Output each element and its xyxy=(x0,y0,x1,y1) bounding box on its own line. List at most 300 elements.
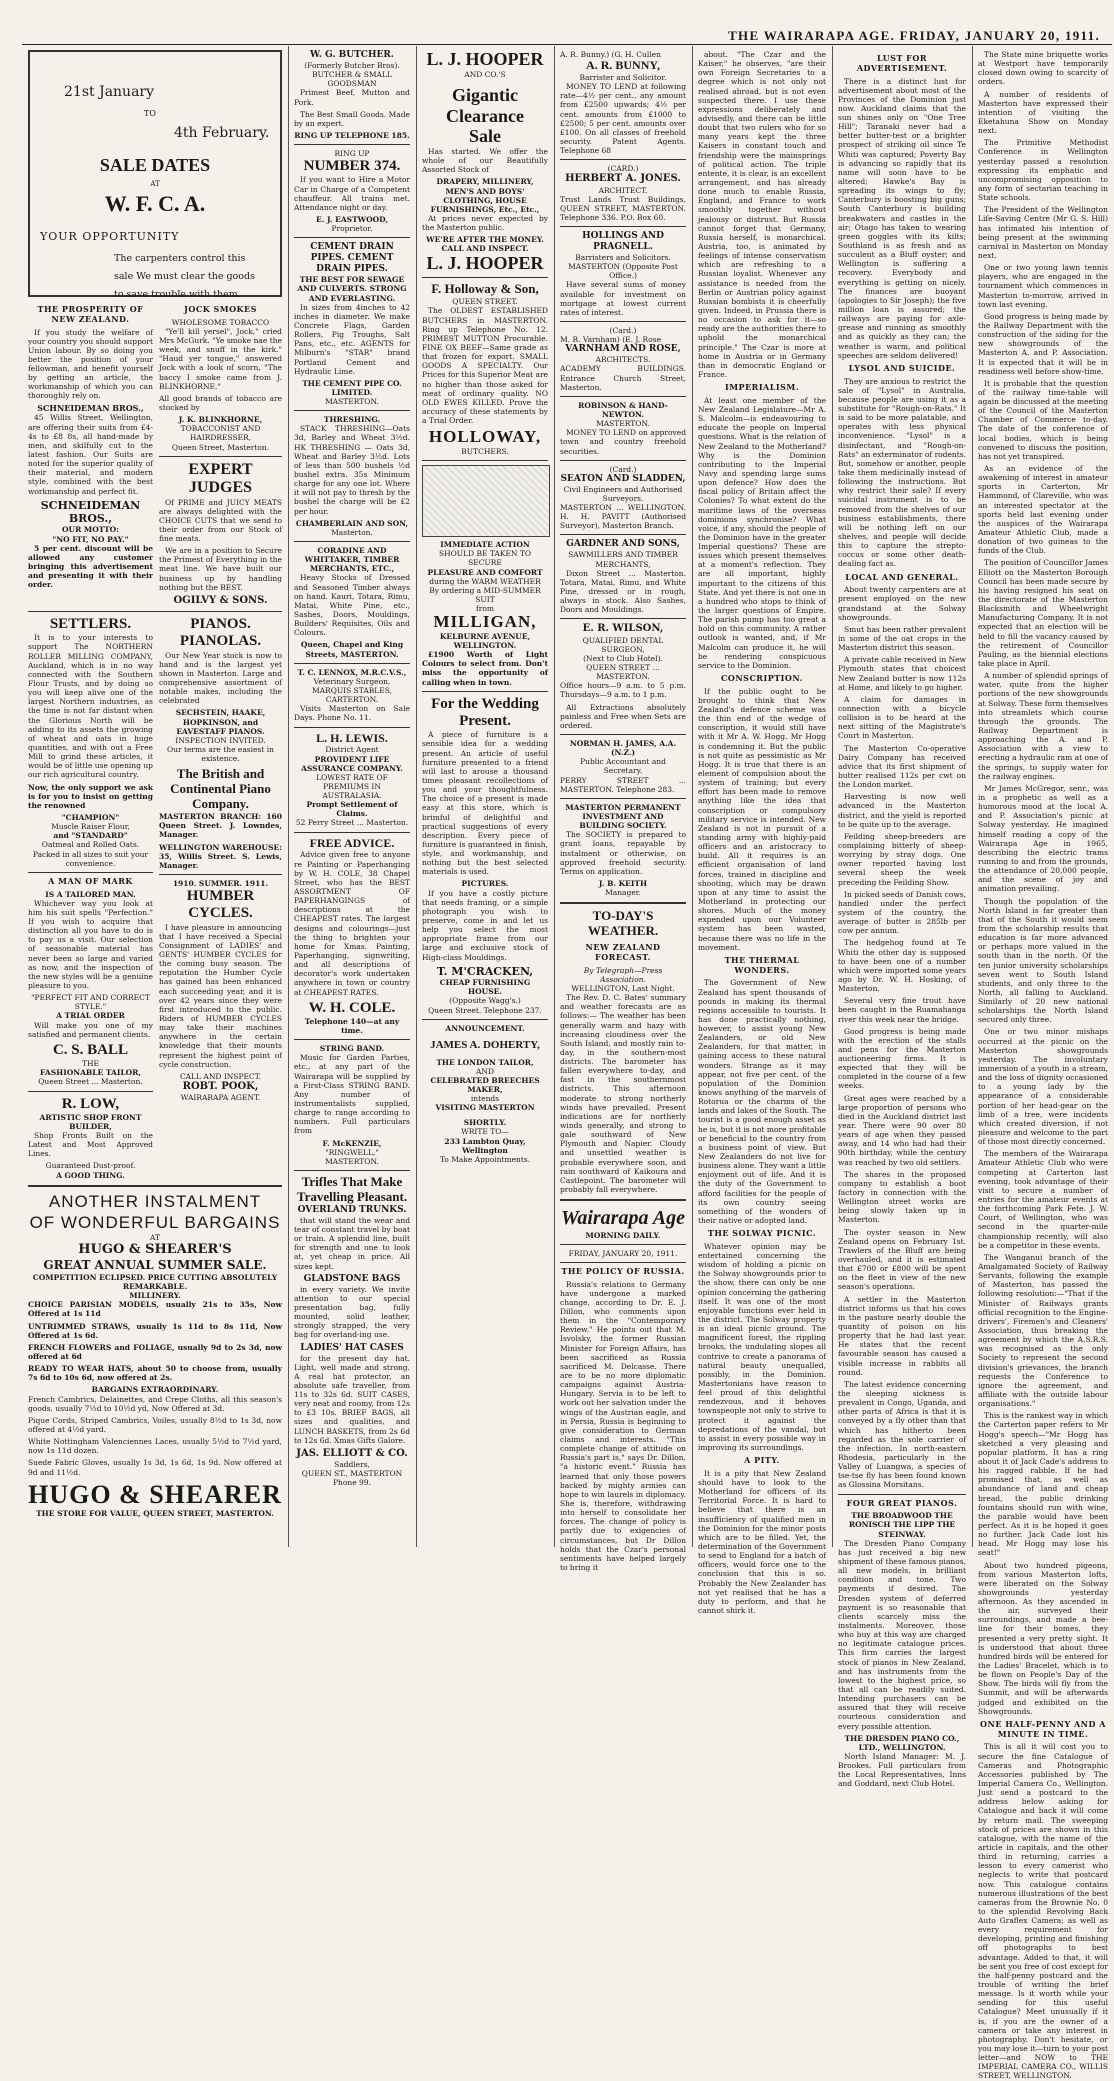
varnham-role: ARCHITECTS. xyxy=(595,355,651,365)
trunks-body: that will stand the wear and tear of constant travel by boat or train. A splendid line, built for strength and one to look at, yet cheap in price. All sizes kept. xyxy=(294,1215,410,1271)
holloway-name: F. Holloway & Son, xyxy=(431,281,539,297)
column-4 xyxy=(556,50,690,1572)
column-1 xyxy=(24,50,286,1547)
elliott-role: Saddlers, xyxy=(334,1460,370,1470)
low-body: Shop Fronts Built on the Latest and Most Approved Lines. xyxy=(28,1131,153,1159)
prosperity-heading: THE PROSPERITY OF NEW ZEALAND. xyxy=(37,304,144,324)
local-item: A private cable received in New Plymouth states that choicest New Zealand butter is now 112s at Home, and likely to go higher. xyxy=(838,655,966,692)
local-item: The hedgehog found at Te Whiti the other day is supposed to have been one of a number which were imported some years ago by Dr. W. H. Hosking, of Masterton. xyxy=(838,938,966,994)
butcher-sub: BUTCHER & SMALL GOODSMAN xyxy=(312,70,392,89)
robinson-body: MONEY TO LEND on approved town and country freehold securities. xyxy=(560,428,686,456)
hooper-body-2: At prices never expected by the Masterton public. xyxy=(422,213,548,233)
wilson-hours: Office hours—9 a.m. to 5 p.m. Thursdays—9 a.m. to 1 p.m. xyxy=(560,681,686,700)
clearance: Clearance xyxy=(446,105,524,126)
sale-dates-ad xyxy=(28,50,282,300)
column-divider xyxy=(832,46,833,1547)
bunny-body: MONEY TO LEND at following rate—4½ per cent., any amount from £2500 upwards; 4½ per cent. amounts from £1000 to £2500; 5 per cent. amounts over £100. On all classes of freehold security. Patent Agents. Telephone 68 xyxy=(560,82,686,156)
seaton-role: Civil Engineers and Authorised Surveyors. xyxy=(563,484,683,503)
column-5 xyxy=(694,50,830,1615)
pook-role: WAIRARAPA AGENT. xyxy=(180,1093,261,1103)
half-penny-heading: ONE HALF-PENNY AND A MINUTE IN TIME. xyxy=(980,1718,1106,1739)
news-item: Mr James McGregor, senr., was in a prophetic as well as a humorous mood at the local A. and P. Association's picnic at Solway yesterday. He imagined himself reading a copy of the Wairarapa Age in 1965, describing the electric trams running to and from the grounds, the attendance of 20,000 people, and the scene of joy and animation prevailing. xyxy=(978,783,1108,894)
news-item: The State mine briquette works at Westport have temporarily closed down owing to scarcity of orders. xyxy=(978,50,1108,87)
hugo-sale: GREAT ANNUAL SUMMER SALE. xyxy=(43,1258,267,1273)
pianos-heading: PIANOS. PIANOLAS. xyxy=(179,616,262,650)
free-advice-body: Advice given free to anyone re Painting or Paperhanging by W. H. COLE, 38 Chapel Street, who has the BEST ASSORTMENT OF PAPERHANGINGS of descriptions at the CHEAPEST rates. The largest designs and colourings—just the thing to brighten your home for Xmas. Painting, Paperhanging, signwriting, and all descriptions of decorator's work undertaken anywhere in town or country at CHEAPEST RATES. xyxy=(294,850,410,997)
pity-body: It is a pity that New Zealand should have to look to the Motherland for officers of its Territorial Force. It is hard to believe that there is an insufficiency of qualified men in the Dominion for the minor posts which are to be filled. Yet, the determination of the Government to send to England for a batch of officers, would force one to the conclusion that this is so. Probably the New Zealander has not yet realised that he has a duty to perform, and that he cannot shirk it. xyxy=(698,1468,826,1615)
local-item: Feilding sheep-breeders are complaining bitterly of sheep-worrying by stray dogs. One owner reported having lost several sheep the week preceding the Feilding Show. xyxy=(838,831,966,887)
lennox-name: T. C. LENNOX, M.R.C.V.S., xyxy=(297,667,407,677)
society-body: The SOCIETY is prepared to grant loans, repayable by instalment or otherwise, on approved freehold security. Terms on application. xyxy=(560,830,686,876)
intends: intends xyxy=(470,1094,500,1104)
write-to: WRITE TO— xyxy=(461,1127,509,1137)
standard-brand: and "STANDARD" xyxy=(53,831,128,841)
butcher-name: W. G. BUTCHER. xyxy=(310,50,394,60)
hat-cases-body: for the present day hat. Light, well made and strong. A real hat protector, an absolute safe traveller, from 11s to 32s 6d. SUIT CASES, very neat and roomy, from 12s to £3 10s. BRIEF BAGS, all sizes and qualities, and LUNCH BASKETS, from 2s 6d to 12s 6d. Xmas Gifts Galore. xyxy=(294,1353,411,1445)
settlers-ad xyxy=(28,616,153,1180)
news-item: The members of the Wairarapa Amateur Athletic Club who were competing at Carterton last evening, took advantage of their visit to secure a number of entries for the amateur events at the forthcoming Park Fete. J. W. Court, of Wellington, who was second in the quarter-mile championship recently, will also be a competitor in these events. xyxy=(978,1149,1108,1250)
pity-heading: A PITY. xyxy=(744,1455,780,1466)
hugo-big-name: HUGO & SHEARER xyxy=(28,1479,282,1509)
wfca-name: W. F. C. A. xyxy=(104,191,206,217)
hugo-name: HUGO & SHEARER'S xyxy=(78,1242,232,1258)
jones-role: ARCHITECT. xyxy=(598,185,648,195)
cole-name: W. H. COLE. xyxy=(308,999,396,1016)
doherty-address: 233 Lambton Quay, Wellington xyxy=(444,1136,526,1155)
ball-address: Queen Street ... Masterton. xyxy=(38,1077,143,1087)
four-pianos-heading: FOUR GREAT PIANOS. xyxy=(846,1497,958,1508)
butcher-prev: (Formerly Butcher Bros). xyxy=(304,60,400,70)
elliott-name: JAS. ELLIOTT & CO. xyxy=(296,1447,408,1459)
low-tagline: A GOOD THING. xyxy=(56,1170,125,1180)
mark-sub: IS A TAILORED MAN. xyxy=(45,889,136,899)
imperialism-heading: IMPERIALISM. xyxy=(724,382,800,393)
local-item: A settler in the Masterton district informs us that his cows in the pasture nearly double the quantity of poison on his property that he had last year. He states that the recent favourable season has caused a visible increase in rabbits all round. xyxy=(838,1294,966,1377)
lust-heading: LUST FOR ADVERTISEMENT. xyxy=(856,53,948,73)
threshing-body: STACK THRESHING—Oats 3d, Barley and Wheat 3½d. HK THRESHING — Oats 3d, Wheat and Barley 3½d. Lots of less than 500 bushels ½d bushel extra. 35s Minimum charge for any one lot. Where it will not pay to thresh by the bushel the charge will be £2 per hour. xyxy=(294,424,410,516)
column-divider xyxy=(692,46,693,1547)
wedding-heading: For the Wedding Present. xyxy=(431,695,539,729)
sale-opportunity: YOUR OPPORTUNITY xyxy=(40,230,180,244)
wilson-extractions: All Extractions absolutely painless and Free when Sets are ordered. xyxy=(560,702,686,730)
bargain-2: Pique Cords, Striped Cambrics, Voiles, usually 8½d to 1s 3d, now offered at 4½d yard. xyxy=(28,1415,282,1434)
motto-text: "NO FIT, NO PAY." xyxy=(52,534,129,544)
sale-at: AT xyxy=(150,179,160,188)
mccracken-address: Queen Street. Telephone 237. xyxy=(428,1005,542,1015)
hollings-address: MASTERTON (Opposite Post Office.) xyxy=(568,262,678,281)
sale-to: TO xyxy=(144,109,156,119)
ball-name: C. S. BALL xyxy=(52,1041,128,1058)
schneideman-name: SCHNEIDEMAN BROS., xyxy=(37,402,144,413)
bargain-4: Suede Fabric Gloves, usually 1s 3d, 1s 6d, 1s 9d. Now offered at 9d and 11½d. xyxy=(28,1458,282,1477)
lewis-name: L. H. LEWIS. xyxy=(316,730,388,745)
mark-quote: "PERFECT FIT AND CORRECT STYLE." xyxy=(31,993,150,1012)
coradine-heading: CORADINE AND WHITTAKER, TIMBER MERCHANTS, ETC., xyxy=(304,546,400,574)
dresden-name: THE DRESDEN PIANO CO., LTD., WELLINGTON. xyxy=(844,1733,960,1752)
local-item: In picked seeds of Danish cows, handled under the perfect system of the country, the average of butter is 285lb per cow per annum. xyxy=(838,889,966,936)
humber-call: CALL AND INSPECT. xyxy=(179,1071,262,1081)
local-item: The oyster season in New Zealand opens on February 1st. Trawlers of the Bluff are being overhauled, and it is estimated that £700 or £800 will be spent on the fleet in view of the new season's operations. xyxy=(838,1227,966,1292)
piano-terms: Our terms are the easiest in existence. xyxy=(167,745,274,764)
wedding-body: A piece of furniture is a sensible idea for a wedding present. An article of useful furniture presented to a friend will last to arouse a thousand times pleasant recollections of you and your thoughtfulness. The choice of a present is made easy at this store, which is brimful of delightful and practical suggestions of every description. Every piece of furniture is guaranteed in finish, style, and workmanship, and nothing but the best selected materials is used. xyxy=(422,730,548,877)
bunny-name: A. R. BUNNY, xyxy=(586,58,660,73)
doherty-name: JAMES A. DOHERTY, xyxy=(430,1038,540,1051)
news-item: A number of splendid springs of water, quite from the higher portions of the new showgrounds at Solway. These form themselves into streamlets which course through the grounds. The Railway Department is approaching the A. and P. Association with a view to erecting a hydraulic ram at one of the springs, to supply water for the railway engines. xyxy=(978,671,1108,781)
low-name: R. LOW, xyxy=(61,1095,120,1112)
mckenzie-house: "RINGWELL," xyxy=(325,1147,379,1157)
string-band-heading: STRING BAND. xyxy=(319,1044,385,1054)
lewis-role: District Agent xyxy=(325,745,379,755)
settlers-heading: SETTLERS. xyxy=(49,616,132,633)
lennox-role: Veterinary Surgeon, xyxy=(313,676,391,686)
immediate-action: IMMEDIATE ACTION xyxy=(440,540,530,550)
lysol-body: They are anxious to restrict the sale of "Lysol" in Australia, because people are using it as a substitute for "Rough-on-Rats." It is said to be more palatable, and operates with less physical inconvenience. "Lysol" is a disinfectant, and "Rough-on-Rats" an exterminator of rodents. But, somehow or another, people take them medicinally instead of following the instructions. But why restrict their sale? If every suicidal instrument is to be removed from the shelves of our business establishments, there will be nothing left on our shelves, and people will decide this to capture the strepto-coccus or some other death-dealing fact as. xyxy=(838,376,966,569)
motor-hire-body: If you want to Hire a Motor Car in Charge of a Competent chauffeur. All trains met. Attendance night or day. xyxy=(294,175,410,212)
news-item: It is probable that the question of the railway time-table will again be discussed at the meeting of the Council of the Masterton Chamber of Commerce to-day. The date of the conference of local bodies, which is being convened to discuss the position, has not yet transpired. xyxy=(978,378,1108,461)
millinery-heading: MILLINERY. xyxy=(129,1291,181,1301)
keith-name: J. B. KEITH xyxy=(598,879,648,888)
weather-heading: TO-DAY'S WEATHER. xyxy=(587,908,659,939)
prompt-settlement: Prompt Settlement of Claims. xyxy=(306,800,398,819)
holloway-sub: BUTCHERS. xyxy=(461,446,509,456)
ring-up: RING UP xyxy=(334,149,370,159)
wilson-role: QUALIFIED DENTAL SURGEON, xyxy=(582,635,664,654)
sale: Sale xyxy=(468,126,501,147)
imperialism-body: At least one member of the New Zealand Legislature—Mr A. S. Malcolm—is endeavouring to educate the people on Imperial questions. What is the relation of New Zealand to the Motherland? Why is the Dominion contributing to the Imperial Navy and spending large sums upon defence? How does the fiscal policy of Britain affect the Colonies? To what extent do the maritime laws of the overseas dominions synchronise? What voice, if any, should the people of the Dominion have in the greater Imperial questions? These are issues which present themselves at a moment's reflection. They are all important, highly important to the citizens of this State. And yet there is not one in a hundred who stops to think of the larger questions of Empire. The parish pump has too great a hold on this community. A rather outlook is wanted, and, if Mr Malcolm can produce it, he will be rendering conspicuous service to the Dominion. xyxy=(698,395,826,670)
hugo-at: AT xyxy=(149,1233,160,1243)
holloway-body: The OLDEST ESTABLISHED BUTCHERS in MASTERTON. Ring up Telephone No. 12. PRIMEST MUTTON Procurable. FINE OX BEEF—Same grade as that frozen for export. SMALL GOODS A SPECIALTY. Our Prices for this Superior Meat are no higher than those asked for meat of ordinary quality. NO OLD EWES KILLED. Prove the accuracy of these statements by a Trial Order. xyxy=(422,306,548,426)
lennox-address: MARQUIS STABLES, CARTERTON. xyxy=(311,686,393,705)
bags-body: in every variety. We invite attention to our special presentation bag, fully mounted, solid leather, strongly strapped, the very bag for overland-ing use. xyxy=(294,1284,410,1340)
butcher-body-2: The Best Small Goods. Made by an expert. xyxy=(294,109,410,128)
news-item: One or two minor mishaps occurred at the picnic on the Masterton showgrounds yesterday. The involuntary immersion of a youth in a stream, and the loss of dignity occasioned to a young lady by the appearance of a considerable portion of her head-gear on the limb of a tree, were incidents which created diversion, if not pleasure and welcome to the part of those most directly concerned. xyxy=(978,1027,1108,1147)
bags-heading: GLADSTONE BAGS xyxy=(303,1273,401,1284)
lewis-address: 52 Perry Street ... Masterton. xyxy=(295,818,409,828)
bargain-1: French Cambrics, Delainettes, and Crepe Cloths, all this season's goods, usually 7½d to 10½d yd, Now Offered at 3d. xyxy=(28,1394,282,1413)
humber-years: 1910. SUMMER. 1911. xyxy=(172,878,269,888)
jock-body: "Ye'll kill yersel", Jock," cried Mrs McGurk. "Ye smoke nae the week, and snuff in the kirk." "Haud yer tongue," answered Jock with a look of scorn, "The baccy I smoke came from J. BLINKHORNE." xyxy=(158,326,282,391)
chamberlain-town: Masterton. xyxy=(331,527,373,537)
humber-heading: HUMBER CYCLES. xyxy=(186,888,255,922)
half-penny-body: This is all it will cost you to secure the fine Catalogue of Cameras and Photographic Accessories published by The Imperial Camera Co., Wellington. Just send a postcard to the address below asking for Catalogue and back it will come by return mail. The sweeping stock of prices are shown in this catalogue, with the name of the article in capitals, and the other third in returning, carries a lesson to every camerist who neglects to write that postcard now. This catalogue contains numerous illustrations of the best cameras from the Brownie No. 0 to the splendid Revolving Back Auto Graflex Camera; as well as every requirement for developing, printing and finishing off photographs to best advantage. Added to that, it will be sent you free of cost except for the half-penny postcard and the trouble of writing the brief message. Is it worth while your sending for this useful Catalogue? Meet unusually if it is, if you are the owner of a camera or take any interest in photography. Don't hesitate, or you may lose it—turn to your post letter—and NOW to THE IMPERIAL CAMERA CO., WILLIS STREET, WELLINGTON. xyxy=(978,1742,1108,2081)
inspection-invited: INSPECTION INVITED. xyxy=(175,735,266,745)
premium-rate: LOWEST RATE OF PREMIUMS IN AUSTRALASIA. xyxy=(316,772,388,801)
keith-role: Manager. xyxy=(605,888,641,898)
news-item: About two hundred pigeons, from various Masterton lofts, were liberated on the Solway showgrounds yesterday afternoon. As they ascended in the air, surveyed their surroundings, and made a bee-line for their homes, they presented a very pretty sight. It is understood that about three hundred birds will be entered for the Ladies' Bracelet, which is to be flown on People's Day of the Show. The birds will fly from the Summit, and will be afterwards judged and exhibited on the Showgrounds. xyxy=(978,1560,1108,1716)
local-item: The latest evidence concerning the sleeping sickness is prevalent in Congo, Uganda, and other parts of Africa is that it is conveyed by a fly other than that which has hitherto been regarded as the sole carrier of the infection. In north-eastern Rhodesia, particularly in the Valley of Luangwa, a species of tse-tse fly has been found known as Glossina Morsitans. xyxy=(838,1379,966,1490)
pipes-sub: THE BEST FOR SEWAGE AND CULVERTS. STRONG AND EVERLASTING. xyxy=(297,275,407,303)
masterton-branch: MASTERTON BRANCH: 160 Queen Street. J. Lowndes, Manager. xyxy=(158,812,282,840)
doherty-and: AND xyxy=(476,1066,494,1076)
weather-body: The Rev. D. C. Bates' summary and weather forecasts are as follows:— The weather has been generally warm and hazy with increasing cloudiness over the South Island, and mostly rain to-day, in the southern-most districts. The barometer has fallen everywhere to-day, and fast in the southernmost districts. This afternoon moderate to strong northerly winds have prevailed. Present indications are for northerly winds generally, and strong to gale southward of New Plymouth and Napier. Cloudy and unsettled weather is probable everywhere soon, and rain southward of Kaikoura and Castlepoint. The barometer will probably fall everywhere. xyxy=(560,993,686,1195)
russia-heading: THE POLICY OF RUSSIA. xyxy=(561,1265,685,1276)
solway-heading: THE SOLWAY PICNIC. xyxy=(707,1228,817,1239)
wellington-warehouse: WELLINGTON WAREHOUSE: 35, Willis Street. S. Lewis, Manager. xyxy=(158,842,282,870)
cement-pipe-co: THE CEMENT PIPE CO. LIMITED. xyxy=(302,378,402,397)
free-advice-heading: FREE ADVICE. xyxy=(309,835,395,850)
lust-body: There is a distinct lust for advertisement about most of the Provinces of the Dominion just now. Auckland claims that the sun shines only on "One Tree Hill"; Taranaki never had a better butter-test or a brighter prospect of striking oil since Te Whiti was captured; Poverty Bay is advancing so rapidly that its name will soon have to be altered; Hawke's Bay is spreading its wings to fly; Canterbury is boosting big guns; South Canterbury is building breakwaters and castles in the air; Otago has taken to wearing green goggles with its kilts; Southland is as fresh and as succulent as a Bluff oyster; and Wellington is suffering a recovery. Everybody and everything is getting on nicely. The finances are buoyant (apologies to Sir Joseph); the five million loan is assured; the railways are paying for axle-grease and running as smoothly and as quickly as they can; the weather is warm, and political speeches are seldom delivered! xyxy=(838,76,966,360)
news-item: This is the rankest way in which the Carterton paper refers to Mr Hogg's speech—"Mr Hogg has sketched a very pleasing and popular platform. It has a ring about it of Jack Cade's address to his ragged rabble. If he had promised that, as well as abundance of land and cheap bread, the public drinking fountains should run with wine, the parable would have been perfect. As it is he hoped it goes no further. Jack Cade lost his head. Mr Hogg may lose his seat!" xyxy=(978,1411,1108,1558)
maker: MAKER, xyxy=(467,1084,503,1094)
news-item: The Primitive Methodist Conference in Wellington yesterday passed a resolution expressing its emphatic and uncompromising opposition to any form of sectarian teaching in State schools. xyxy=(978,138,1108,203)
hugo-shearer-ad xyxy=(28,1192,282,1519)
piano-makes: SECHSTEIN, HAAKE, HOPKINSON, and EAVESTAFF PIANOS. xyxy=(175,708,266,736)
millinery-2: UNTRIMMED STRAWS, usually 1s 11d to 8s 11d, Now Offered at 1s 6d. xyxy=(28,1321,282,1340)
hooper-co: AND CO.'S xyxy=(464,69,506,79)
russia-continued: about. "The Czar and the Kaiser," he observes, "are their own Foreign Secretaries to a degree which is not only not realised abroad, but is not even suspected there. I use these expressions deliberately and advisedly, and there can be little doubt that two rulers who for so many years kept the three Kaisers in constant touch and friendship were the mainsprings of political action. The triple entente, it is clear, is an excellent arrangement, and has already done much to enable Russia, England, and France to work smoothly together without jealousy or distrust. But Russia cannot forget that Germany, Russia herself, is monarchical. Austria, too, is animated by feelings of intense conservatism which are refreshing to a Russian loyalist. Whenever any assistance is needed from the Berlin or Austrian policy against Russian bombists it is cheerfully given. Indeed, in Prussia there is no occasion to ask for it—so ready are the authorities there to uphold the monarchical principle." The Czar is more at home in Austria or in Germany than in democratic England or France. xyxy=(698,50,826,379)
settlers-ask: Now, the only support we ask is for you to insist on getting the renowned xyxy=(28,782,153,810)
hugo-headline-2: OF WONDERFUL BARGAINS xyxy=(29,1212,281,1232)
prosperity-address: 45 Willis Street, Wellington, are offering their suits from £4-4s to £8 8s, all hand-made by men, and skilfully cut to the latest fashion. Our Suits are noted for the superior quality of their material, and modern style, combined with the best workmanship and perfect fit. xyxy=(28,413,153,496)
hooper-name: L. J. HOOPER xyxy=(426,49,544,69)
string-band-body: Music for Garden Parties, etc., at any part of the Wairarapa will be supplied by a First-Class STRING BAND. Any number of instrumentalists supplied, charge to range according to numbers. Full particulars from xyxy=(294,1053,410,1136)
cole-telephone: Telephone 140—at any time. xyxy=(304,1016,400,1036)
local-item: A claim for damages in connection with a bicycle collision is to be heard at the next sitting of the Magistrate's Court in Masterton. xyxy=(838,694,966,741)
low-sub: ARTISTIC SHOP FRONT BUILDER, xyxy=(39,1112,142,1131)
local-item: The Masterton Co-operative Dairy Company has received advice that its first shipment of butter realised 112s per cwt on the London market. xyxy=(838,743,966,790)
news-item: The President of the Wellington Life-Saving Centre (Mr G. S. Hill) has intimated his intention of being present at the swimming carnival in Masterton on Monday next. xyxy=(978,205,1108,260)
suit-illustration xyxy=(422,465,550,537)
pianos-body: Our New Year stock is now to hand and is the largest yet shown in Masterton. Large and comprehensive assortment of notable makes, including the celebrated xyxy=(158,650,282,706)
oatmeal-desc: Oatmeal and Rolled Oats. xyxy=(41,840,140,850)
column-3 xyxy=(418,50,552,1547)
news-item: Though the population of the North Island is far greater than that of the South it would seem from the scholarship results that education is far more advanced or perhaps more valued in the south than in the north. Of the ten junior university scholarships seven went to South Island students, and only three to the North, all falling to Auckland. Similarly of 20 new national scholarships the North Island secured only three. xyxy=(978,896,1108,1025)
hat-cases-heading: LADIES' HAT CASES xyxy=(300,1342,404,1353)
midsummer-suit: By ordering a MID-SUMMER SUIT xyxy=(429,585,541,604)
hollings-name: HOLLINGS AND PRAGNELL. xyxy=(582,231,664,253)
bunny-pre: A. R. Bunny.) (G. H. Cullen xyxy=(560,50,661,59)
milligan-from: from xyxy=(476,604,494,614)
news-item: The position of Councillor James Elliott on the Masterton Borough Council has been made secure by his having resigned his seat on the directorate of the Masterton Blacksmith and Wheelwright Manufacturing Company. It is not expected that an election will be held to fill the vacancy caused by the retirement of Councillor Pauling, as the biennial elections take place in April. xyxy=(978,558,1108,668)
morning-daily: MORNING DAILY. xyxy=(585,1230,661,1240)
trial-body: Will make you one of my satisfied and permanent clients. xyxy=(28,1020,153,1039)
hollings-body: Have several sums of money available for investment on mortgage at lowest current rates of interest. xyxy=(560,280,686,317)
varnham-card: (Card.) xyxy=(609,326,637,336)
masthead: THE WAIRARAPA AGE. FRIDAY, JANUARY 20, 1911. xyxy=(728,28,1100,43)
mark-heading: A MAN OF MARK xyxy=(48,875,133,886)
norman-role: Public Accountant and Secretary. xyxy=(580,757,666,776)
local-item: Smut has been rather prevalent in some of the oat crops in the Masterton district this season. xyxy=(838,624,966,653)
holloway-large: HOLLOWAY, xyxy=(428,427,542,447)
pipes-heading: CEMENT DRAIN PIPES. CEMENT DRAIN PIPES. xyxy=(310,242,394,275)
mark-body: Whichever way you look at him his suit spells "Perfection." If you wish to acquire that distinction all you have to do is to pay us a visit. Our selection of seasonable material has never been so large and varied as now, and the inspection of the new styles will be a genuine pleasure to you. xyxy=(28,898,153,991)
millinery-1: CHOICE PARISIAN MODELS, usually 21s to 35s, Now Offered at 1s 11d xyxy=(28,1300,282,1319)
british-continental-heading: The British and Continental Piano Company. xyxy=(170,766,271,812)
provident-co: PROVIDENT LIFE ASSURANCE COMPANY. xyxy=(301,754,403,773)
coradine-address: Queen, Chapel and King Streets, MASTERTON. xyxy=(300,640,404,659)
local-item: Good progress is being made with the erection of the stalls and pens for the Masterton auctioneering firms. It is expected that they will be completed in the course of a few weeks. xyxy=(838,1026,966,1091)
holloway-street: QUEEN STREET. xyxy=(452,297,518,307)
news-item: As an evidence of the awakening of interest in amateur sports in Carterton, Mr Hammond, of Clareville, who was an interested spectator at the sports held last evening under the auspices of the Wairarapa Amateur Athletic Club, made a donation of two guineas to the funds of the Club. xyxy=(978,464,1108,556)
ball-the: THE xyxy=(81,1059,99,1069)
hugo-headline-1: ANOTHER INSTALMENT xyxy=(48,1191,262,1211)
wairarapa-age-nameplate: Wairarapa Age xyxy=(561,1207,685,1230)
news-item: One or two young lawn tennis players, who are engaged in the tournament which commences in Masterton to-morrow, arrived in town last evening. xyxy=(978,263,1108,309)
local-item: The shares in the proposed company to establish a boot factory in connection with the Wellington street works are being slowly taken up in Masterton. xyxy=(838,1169,966,1225)
milligan-name: MILLIGAN, xyxy=(433,612,537,632)
packed-note: Packed in all sizes to suit your convenience. xyxy=(32,849,149,868)
champion-brand: "CHAMPION" xyxy=(61,813,120,823)
local-general-heading: LOCAL AND GENERAL. xyxy=(845,571,959,582)
column-6 xyxy=(834,50,970,1789)
solway-body: Whatever opinion may be entertained concerning the wisdom of holding a picnic on the Solway showgrounds prior to the show, there can only be one opinion concerning the gathering itself. It was one of the most enjoyable functions ever held in the district. The Solway property is an ideal picnic ground. The magnificent forest, the rippling brooks, the undulating slopes all contrive to create a panorama of natural beauty unequalled, possibly, in the Dominion. Mastertonians have reason to feel proud of this delightful rendezvous, and it behoves townspeople not only to strive to protect it against the depredations of the vandal, but to assist in every possible way in improving its surroundings. xyxy=(698,1241,826,1452)
norman-name: NORMAN H. JAMES, A.A. (N.Z.) xyxy=(569,739,677,758)
expert-judges-heading: EXPERT JUDGES xyxy=(188,460,253,497)
prosperity-body: If you study the welfare of your country you should support Union labour. By so doing you better the position of your fellowman, and benefit yourself by getting an article, the workmanship of which you can thoroughly rely on. xyxy=(28,327,153,401)
breeches: CELEBRATED BREECHES xyxy=(430,1075,540,1085)
varnham-pre: M. R. Varnham) (E. J. Rose xyxy=(560,335,662,345)
weather-dateline: WELLINGTON, Last Night. xyxy=(571,983,675,993)
varnham-address: ACADEMY BUILDINGS. Entrance Church Street, Masterton. xyxy=(560,364,686,392)
column-2 xyxy=(290,50,414,1547)
hooper-body: Has started. We offer the whole of our Beautifully Assorted Stock of xyxy=(422,147,548,175)
lennox-visits: Visits Masterton on Sale Days. Phone No. 11. xyxy=(294,704,410,723)
jock-sub: WHOLESOME TOBACCO xyxy=(171,317,270,327)
millinery-4: READY TO WEAR HATS, about 50 to choose from, usually 7s 6d to 10s 6d, now offered at 2s. xyxy=(28,1364,282,1383)
mccracken-sub: CHEAP FURNISHING HOUSE. xyxy=(439,978,531,997)
column-divider xyxy=(972,46,973,1547)
gardner-body: Dixon Street ... Masterton. Totara, Matai, Rimu, and White Pine, dressed or in rough, always in stock. Also Sashes, Doors and Mouldings. xyxy=(560,568,686,615)
warm-weather: during the WARM WEATHER xyxy=(429,576,541,586)
news-item: A number of residents of Masterton have expressed their intention of visiting the Eketahuna Show on Monday next. xyxy=(978,89,1108,136)
news-item: The Wanganui branch of the Amalgamated Society of Railway Servants, following the example of Masterton, has passed the following resolution:—"That if the Minister of Railways grants official recognition to the Engine-drivers', Firemen's and Cleaners' Association, thus breaking the agreement by which the A.S.R.S. was recognised as the only Society to represent the second division's grievances, the branch requests the Conference to ignore the agreement, and affiliate with the outside labour organisations." xyxy=(978,1252,1108,1409)
expert-body: Of PRIME and JUICY MEATS are always delighted with the CHOICE CUTS that we send to their order from our Stock of fine meats. xyxy=(158,497,282,544)
gardner-name: GARDNER AND SONS, xyxy=(566,539,680,550)
shortly: SHORTLY. xyxy=(463,1118,507,1128)
blinkhorne-role: TOBACCONIST AND HAIRDRESSER, xyxy=(180,424,261,443)
seaton-name: SEATON AND SLADDEN, xyxy=(560,473,686,484)
wilson-name: E. R. WILSON, xyxy=(582,623,664,635)
jock-stock: All good brands of tobacco are stocked by xyxy=(158,393,282,413)
mccracken-opposite: (Opposite Wagg's.) xyxy=(449,996,521,1006)
visiting-masterton: VISITING MASTERTON xyxy=(435,1103,535,1113)
milligan-address: KELBURNE AVENUE, WELLINGTON. xyxy=(439,631,531,651)
trunks-heading: OVERLAND TRUNKS. xyxy=(297,1204,407,1215)
pook-name: ROBT. POOK, xyxy=(182,1080,259,1092)
robinson-town: MASTERTON. xyxy=(596,419,650,429)
low-guarantee: Guaranteed Dust-proof. xyxy=(45,1161,136,1171)
ogilvy-name: OGILVY & SONS. xyxy=(173,594,268,606)
prosperity-ad xyxy=(28,301,153,607)
hooper-lines: DRAPERY, MILLINERY, MEN'S AND BOYS' CLOTHING, HOUSE FURNISHINGS, Etc., Etc., xyxy=(430,177,540,214)
announcement-heading: ANNOUNCEMENT. xyxy=(445,1023,525,1033)
hooper-name-large: L. J. HOOPER xyxy=(426,252,544,273)
wilson-address: QUEEN STREET ... MASTERTON. xyxy=(586,663,660,682)
millinery-3: FRENCH FLOWERS and FOLIAGE, usually 9d to 2s 3d, now offered at 6d xyxy=(28,1342,282,1361)
threshing-heading: THRESHING. xyxy=(323,415,381,425)
jones-card: (CARD.) xyxy=(607,164,639,174)
norman-address: PERRY STREET ... MASTERTON. Telephone 283. xyxy=(560,775,686,794)
pipes-body: In sizes from 4inches to 42 inches in diameter. We make Concrete Flags, Garden Rollers, Pig Troughs, Salt Pans, etc., etc. AGENTS for Milburn's "STAR" brand Portland Cement and Hydraulic Lime. xyxy=(294,302,410,376)
conscription-body: If the public ought to be brought to think that New Zealand's defence scheme was the thin end of the wedge of conscription, it would still have with it Mr A. W. Hogg. Mr Hogg is condemning it. But the public is not quite as pessimistic as Mr Hogg. It is true that there is an element of compulsion about the system of training; but every effort has been made to remove anything like the idea that conscription or compulsory military service is intended. New Zealand is not in pursuit of a standing army with highly-paid officers and an aristocracy to build. All it requires is an efficient organisation of land forces, trained in discipline and shooting, which may be drawn upon at any time to assist the Motherland in protecting our shores. Much of the money expended upon our Volunteer system has been wasted, because there was no life in the movement. xyxy=(698,686,826,952)
dresden-manager: North Island Manager: M. J. Brookes. Full particulars from the Local Representatives, Inns and Goddard, next Club Hotel. xyxy=(838,1751,966,1789)
thermal-body: The Government of New Zealand has spent thousands of pounds in making its thermal regions accessible to tourists. It has done practically nothing, however, to assist young New Zealanders, or old New Zealanders, for that matter, in gaining access to these natural wonders. Strange as it may appear, not five per cent. of the population of the Dominion knows anything of the marvels of Rotorua or the charms of the lands and lakes of the South. The tourist is a good enough asset as he is, but it is not more profitable or beneficial to the country from a business point of view. But New Zealanders do not live for business alone. They want a little enjoyment out of life. And it is the duty of the Government to afford facilities for the people of its own country seeing something of the wonders of their native or adopted land. xyxy=(698,978,826,1226)
butcher-body: Primest Beef, Mutton and Pork. xyxy=(294,88,410,107)
editorial-date: FRIDAY, JANUARY 20, 1911. xyxy=(568,1248,678,1258)
jock-heading: JOCK SMOKES xyxy=(184,304,257,314)
trial-heading: A TRIAL ORDER xyxy=(56,1011,125,1021)
column-divider xyxy=(554,46,555,1547)
conscription-heading: CONSCRIPTION. xyxy=(721,673,803,684)
dresden-body: The Dresden Piano Company has just received a big new shipment of these famous pianos, all new models, in brilliant condition and tone. Two payments if desired. The Dresden system of deferred payment is so reasonable that clients scarcely miss the instalments. Moreover, those who buy at this way are charged no legitimate catalogue prices. This firm carries the largest stock of pianos in New Zealand, and has instruments from the lowest to the highest price, so that all can be readily suited. Intending purchasers can be assured that they will receive courteous consideration and every possible attention. xyxy=(838,1538,966,1731)
milligan-secure: SHOULD BE TAKEN TO SECURE xyxy=(438,549,532,568)
sale-note: The carpenters control this sale We must clear the goods to save trouble with them. xyxy=(114,252,255,300)
eastwood-name: E. J. EASTWOOD, xyxy=(316,215,388,225)
coradine-body: Heavy Stocks of Dressed and Seasoned Timber always on hand. Kauri, Totara, Rimu, Matai, White Pine, etc., Sashes, Doors, Mouldings, Builders' Requisites, Oils and Colours. xyxy=(294,573,410,638)
number-374: NUMBER 374. xyxy=(303,158,401,175)
local-item: About twenty carpenters are at present employed on the new grandstand at the Solway showgrounds. xyxy=(838,585,966,622)
settlers-body: It is to your interests to support The NORTHERN ROLLER MILLING COMPANY, Auckland, which is in no way connected with the Southern Flour Trusts, and by doing so you will keep alive one of the largest Northern industries, as the time is not far distant when the Glorious North will be adding to its assets the growing of wheat and oats in huge quantities, and with out a Free Mill to grind these articles, it would be of little use opening up our rich agricultural country. xyxy=(28,633,153,780)
pipes-town: MASTERTON. xyxy=(325,397,379,407)
masthead-rule xyxy=(22,44,1112,45)
piano-makes-row: THE BROADWOOD THE RONISCH THE LIPP THE STEINWAY. xyxy=(848,1511,956,1539)
elliott-address: QUEEN ST., MASTERTON xyxy=(301,1469,403,1479)
column-divider xyxy=(416,46,417,1547)
forecast-sub: NEW ZEALAND FORECAST. xyxy=(585,942,661,962)
jones-address: Trust Lands Trust Buildings, QUEEN STREET, MASTERTON. Telephone 336. P.O. Box 60. xyxy=(560,194,686,222)
jock-ad xyxy=(159,301,282,607)
jones-name: HERBERT A. JONES. xyxy=(565,173,681,185)
milligan-body: £1900 Worth of Light Colours to select from. Don't miss the opportunity of calling when in town. xyxy=(422,650,548,687)
hooper-call: CALL AND INSPECT. xyxy=(441,244,529,254)
doherty-appointments: To Make Appointments. xyxy=(439,1154,531,1164)
seaton-card: (Card.) xyxy=(609,464,637,474)
hooper-after: WE'RE AFTER THE MONEY. xyxy=(426,235,544,245)
trifles-heading: Trifles That Make Travelling Pleasant. xyxy=(296,1174,408,1204)
russia-body: Russia's relations to Germany have undergone a marked change, according to Dr. E. J. Dillon, who comments upon them in the "Contemporary Review." He points out that M. Isvolsky, the former Russian Minister for Foreign Affairs, has been sacrificed as Russia sacrificed M. Delcasse. There are to be no more diplomatic campaigns against Austria-Hungary. Servia is to be left to work out her salvation under the wings of the Austrian eagle, and in Persia, Russia is beginning to give consideration to German claims and interests. "This complete change of attitude on Russia's part is," says Dr. Dillon, "a historic event." Russia has learned that only those powers backed by mighty armies can hope to win laurels in diplomacy. She is, therefore, withdrawing into herself to consolidate her forces. The change of policy is partly due to exigencies of circumstances, but Dr Dillon holds that the Czar's personal sentiments have helped largely to bring it xyxy=(560,1279,686,1572)
column-7 xyxy=(974,50,1112,2081)
bargain-3: White Nottingham Valenciennes Laces, usually 5½d to 7½d yard, now 1s 11d dozen. xyxy=(28,1437,282,1456)
wilson-sub: (Next to Club Hotel). xyxy=(583,653,663,663)
chamberlain-name: CHAMBERLAIN AND SON, xyxy=(295,518,409,528)
mckenzie-town: MASTERTON. xyxy=(325,1156,379,1166)
pianos-ad xyxy=(159,616,282,1180)
sale-start: 21st January xyxy=(64,84,155,100)
hugo-footer: THE STORE FOR VALUE, QUEEN STREET, MASTERTON. xyxy=(36,1509,274,1519)
bargains-heading: BARGAINS EXTRAORDINARY. xyxy=(91,1385,219,1395)
lysol-heading: LYSOL AND SUICIDE. xyxy=(848,362,956,373)
pictures-heading: PICTURES. xyxy=(461,879,509,889)
thermal-heading: THE THERMAL WONDERS. xyxy=(724,954,800,975)
local-item: Several very fine trout have been caught in the Ruamahanga river this week near the bridge. xyxy=(838,996,966,1024)
schneideman-name-large: SCHNEIDEMAN BROS., xyxy=(40,498,141,526)
pleasure-comfort: PLEASURE AND COMFORT xyxy=(427,567,543,577)
london-tailor: THE LONDON TAILOR, xyxy=(436,1057,534,1067)
motto-label: OUR MOTTO: xyxy=(62,525,119,535)
news-item: Good progress is being made by the Railway Department with the construction of the siding for the new showgrounds of the Masterton A. and P. Association. It is expected that it will be in readiness well before show-time. xyxy=(978,311,1108,376)
gigantic: Gigantic xyxy=(452,84,518,105)
blinkhorne-address: Queen Street, Masterton. xyxy=(171,442,270,452)
column-divider xyxy=(288,46,289,1547)
ball-tailor: FASHIONABLE TAILOR, xyxy=(39,1068,141,1078)
local-item: Great ages were reached by a large proportion of persons who died in the Auckland district last year. There were 90 over 80 years of age when they passed away, and 14 who had had their 90th birthday, while the century was reached by two old settlers. xyxy=(838,1093,966,1167)
seaton-address: MASTERTON ... WELLINGTON. H. H. PAVITT (Authorised Surveyor), Masterton Branch. xyxy=(560,503,686,531)
eastwood-role: Proprietor. xyxy=(331,224,373,234)
blinkhorne-name: J. K. BLINKHORNE, xyxy=(178,415,263,425)
local-item: Harvesting is now well advanced in the Masterton district, and the yield is reported to be quite up to the average. xyxy=(838,792,966,829)
sale-title: SALE DATES xyxy=(99,154,211,175)
mckenzie-name: F. McKENZIE, xyxy=(322,1138,382,1148)
weather-byline: By Telegraph—Press Association. xyxy=(583,965,663,984)
pictures-body: If you have a costly picture that needs framing, or a simple photograph you wish to preserve, come in and let us help you select the most appropriate frame from our large and exclusive stock of High-class Mouldings. xyxy=(422,888,548,962)
butcher-ring: RING UP TELEPHONE 185. xyxy=(294,130,410,140)
bunny-role: Barrister and Solicitor. xyxy=(579,72,667,82)
varnham-name: VARNHAM AND ROSE, xyxy=(565,344,681,355)
humber-body: I have pleasure in announcing that I have received a Special Consignment of LADIES' and GENTS' HUMBER CYCLES for the coming busy season. The reputation the Humber Cycle has gained has been enhanced each succeeding year, and it is over 42 years since they were first introduced to the public. Riders of HUMBER CYCLES may take their machines anywhere in the certain knowledge that their mounts represent the highest point of cycle construction. xyxy=(158,922,282,1069)
sale-end: 4th February. xyxy=(174,124,270,141)
hollings-role: Barristers and Solicitors. xyxy=(575,253,671,263)
flour-desc: Muscle Raiser Flour, xyxy=(51,822,130,832)
